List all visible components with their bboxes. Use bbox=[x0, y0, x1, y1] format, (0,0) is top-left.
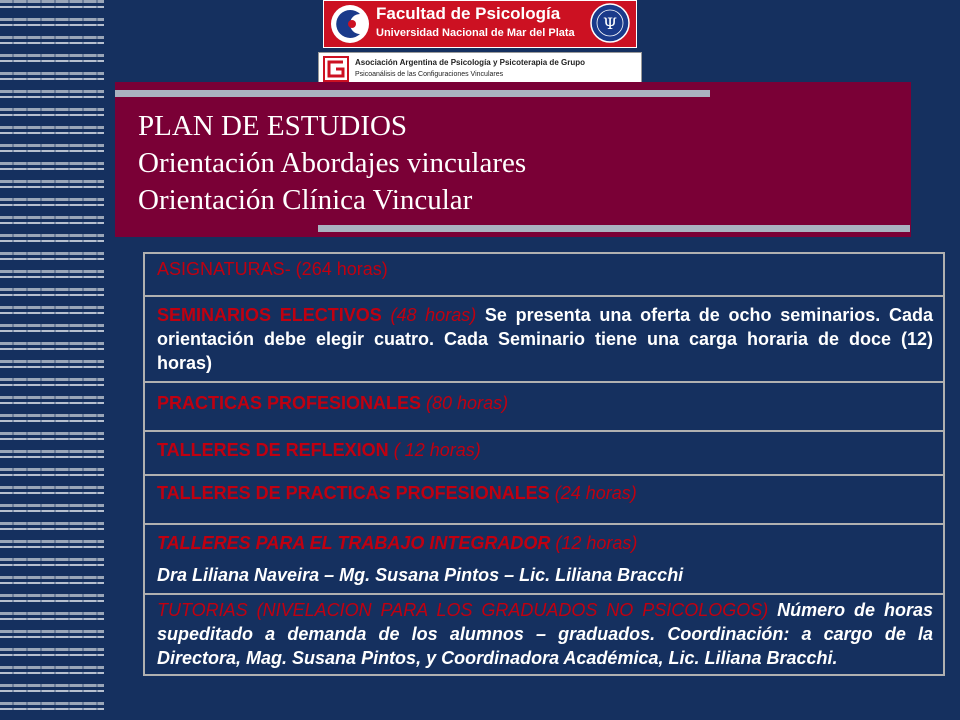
row-label-tutorias: TUTORIAS (NIVELACION PARA LOS GRADUADOS NO PSICOLOGOS) bbox=[157, 600, 769, 620]
row-label-talleres-integrador: TALLERES PARA EL TRABAJO INTEGRADOR bbox=[157, 533, 551, 553]
facultad-title: Facultad de Psicología bbox=[376, 4, 561, 23]
row-heading-talleres-integrador bbox=[157, 531, 933, 555]
asociacion-name: Asociación Argentina de Psicología y Psicoterapia de Grupo bbox=[355, 58, 585, 67]
table-row bbox=[144, 382, 944, 431]
row-hours-talleres-reflexion: ( 12 horas) bbox=[388, 440, 481, 460]
facultad-logo bbox=[323, 0, 637, 48]
title-line-1: PLAN DE ESTUDIOS bbox=[138, 110, 408, 142]
table-row bbox=[144, 431, 944, 475]
table-row bbox=[144, 296, 944, 382]
title-line-2: Orientación Abordajes vinculares bbox=[138, 147, 527, 179]
table-row bbox=[144, 524, 944, 594]
title-line-3: Orientación Clínica Vincular bbox=[138, 184, 473, 216]
facultad-subtitle: Universidad Nacional de Mar del Plata bbox=[376, 27, 575, 39]
row-hours-talleres-practicas: (24 horas) bbox=[549, 483, 637, 503]
row-hours-talleres-integrador: (12 horas) bbox=[550, 533, 638, 553]
row-text-seminarios: Se presenta una oferta de ocho seminarios. Cada orientación debe elegir cuatro. Cada Seminario tiene una carga horaria de doce (12) horas) bbox=[157, 305, 933, 373]
row-label-practicas: PRACTICAS PROFESIONALES bbox=[157, 393, 422, 413]
row-label-seminarios: SEMINARIOS ELECTIVOS bbox=[157, 305, 382, 325]
g-logo-icon bbox=[323, 56, 349, 82]
decorative-stripes bbox=[0, 0, 104, 720]
svg-text:Ψ: Ψ bbox=[602, 14, 618, 33]
study-plan-table bbox=[143, 252, 945, 676]
swirl-logo-icon bbox=[330, 4, 370, 44]
row-label-asignaturas: ASIGNATURAS- (264 horas) bbox=[157, 259, 388, 279]
row-hours-practicas: (80 horas) bbox=[421, 393, 509, 413]
title-rule-bottom bbox=[318, 225, 910, 232]
row-text-talleres-integrador: Dra Liliana Naveira – Mg. Susana Pintos – Lic. Liliana Bracchi bbox=[157, 565, 684, 585]
psi-seal-icon bbox=[590, 3, 630, 43]
page-title bbox=[138, 108, 526, 219]
table-row bbox=[144, 253, 944, 296]
asociacion-subtitle: Psicoanálisis de las Configuraciones Vinculares bbox=[355, 71, 504, 78]
row-label-talleres-reflexion: TALLERES DE REFLEXION bbox=[157, 440, 389, 460]
title-rule-top bbox=[115, 90, 710, 97]
table-row bbox=[144, 475, 944, 524]
row-text-tutorias: Número de horas supeditado a demanda de los alumnos – graduados. Coordinación: a cargo de la Directora, Mag. Susana Pintos, y Coordinadora Académica, Lic. Liliana Bracchi. bbox=[157, 600, 933, 668]
row-label-talleres-practicas: TALLERES DE PRACTICAS PROFESIONALES bbox=[157, 483, 550, 503]
asociacion-logo bbox=[318, 52, 642, 86]
table-row bbox=[144, 594, 944, 675]
row-hours-seminarios: (48 horas) bbox=[390, 305, 477, 325]
